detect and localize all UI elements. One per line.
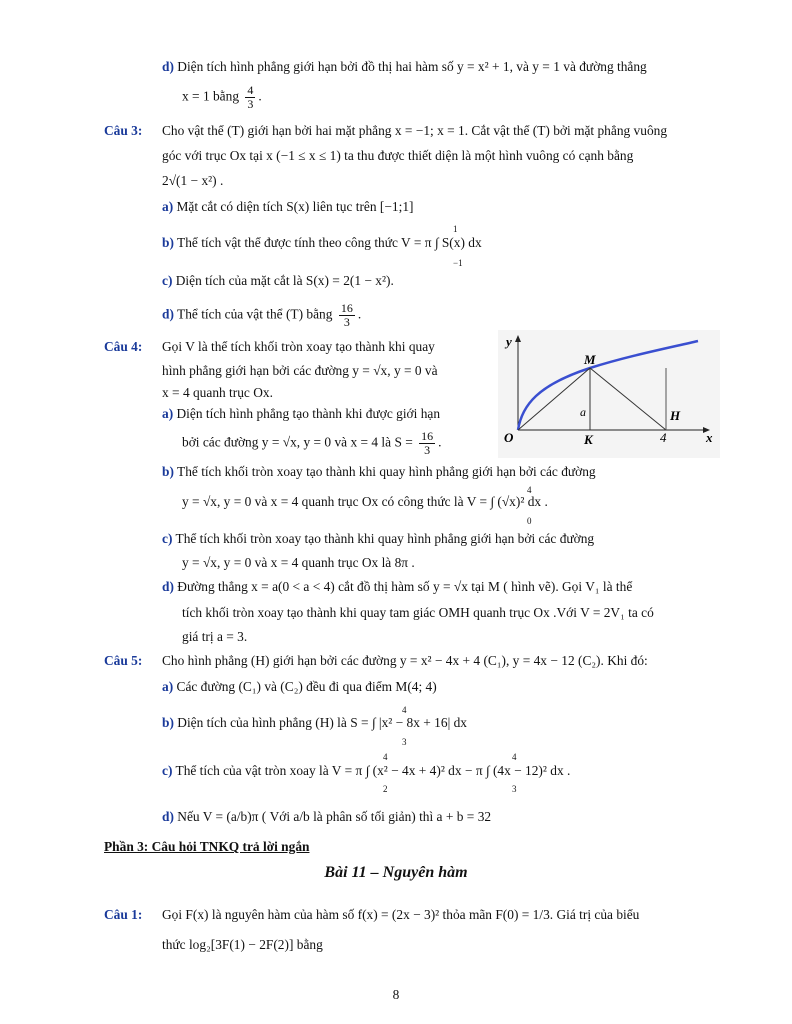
question-text: x = 4 quanh trục Ox. (162, 385, 273, 400)
question-text: góc với trục Ox tại x (−1 ≤ x ≤ 1) ta thu được thiết diện là một hình vuông có cạnh bằng (162, 148, 634, 163)
question-text: Gọi F(x) là nguyên hàm của hàm số f(x) = (2x − 3)² thỏa mãn F(0) = 1/3. Giá trị của biểu (162, 907, 640, 922)
option-text: bởi các đường y = √x, y = 0 và x = 4 là S = (182, 434, 413, 450)
option-label: b) (162, 464, 174, 479)
integral-upper: 4 (527, 485, 532, 495)
option-label: a) (162, 199, 174, 214)
option-d (162, 578, 722, 596)
option-b (162, 234, 482, 252)
integral-upper: 4 (402, 705, 407, 715)
fraction-numerator: 16 (421, 429, 434, 443)
option-text: Thể tích khối tròn xoay tạo thành khi quay hình phẳng giới hạn bởi các đường (175, 531, 595, 546)
question-text: 2√(1 − x²) . (162, 173, 224, 188)
fraction-denominator: 3 (343, 315, 350, 329)
option-text: Thể tích của vật tròn xoay là V = π ∫ (x² − 4x + 4)² dx − π ∫ (4x − 12)² dx . (175, 763, 571, 778)
option-text: Mặt cắt có diện tích S(x) liên tục trên [−1;1] (176, 199, 414, 214)
option-text: Thể tích của vật thể (T) bằng (177, 306, 333, 322)
option-label: d) (162, 809, 174, 824)
question-text: Cho vật thể (T) giới hạn bởi hai mặt phẳng x = −1; x = 1. Cắt vật thể (T) bởi mặt phẳng vuông (162, 123, 668, 138)
option-d: d) Thể tích của vật thể (T) bằng $\frac{16}{3}$ . (162, 301, 362, 329)
integral-upper: 1 (453, 224, 458, 234)
option-text: Diện tích hình phẳng tạo thành khi được giới hạn (176, 406, 441, 421)
option-text: x = 1 bằng (182, 88, 240, 104)
fraction-denominator: 3 (424, 443, 431, 457)
point-k-label: K (584, 432, 593, 447)
option-a (162, 678, 437, 696)
option-b-line2: y = √x, y = 0 và x = 4 quanh trục Ox có công thức là V = ∫ (√x)² dx . (182, 494, 548, 509)
x-axis-label: x (706, 430, 713, 445)
option-text: Các đường (C₁) và (C₂) đều đi qua điểm M(4; 4) (176, 679, 437, 694)
option-d (162, 808, 491, 826)
origin-label: O (504, 430, 514, 445)
option-c (162, 762, 570, 780)
option-label: a) (162, 406, 174, 421)
question-number: Câu 4: (104, 339, 143, 354)
option-a (162, 405, 482, 423)
option-text: Thể tích khối tròn xoay tạo thành khi quay hình phẳng giới hạn bởi các đường (177, 464, 596, 479)
option-label: d) (162, 579, 174, 594)
question-text: hình phẳng giới hạn bởi các đường y = √x, y = 0 và (162, 363, 438, 378)
question-number: Câu 5: (104, 653, 143, 668)
option-text: Thể tích vật thể được tính theo công thức V = π ∫ S(x) dx (177, 235, 482, 250)
page-number: 8 (392, 987, 400, 1002)
option-text: Diện tích của mặt cắt là S(x) = 2(1 − x²). (175, 273, 394, 288)
point-m-label: M (584, 352, 596, 367)
option-c-line2: y = √x, y = 0 và x = 4 quanh trục Ox là 8π . (182, 555, 415, 570)
option-d-line2: tích khối tròn xoay tạo thành khi quay tam giác OMH quanh trục Ox .Với V = 2V₁ ta có (182, 605, 654, 620)
question-text: Gọi V là thể tích khối tròn xoay tạo thành khi quay (162, 339, 435, 354)
option-a (162, 198, 414, 216)
option-b (162, 463, 722, 481)
question-number: Câu 1: (104, 907, 143, 922)
option-c (162, 530, 722, 548)
option-label: b) (162, 715, 174, 730)
option-text: Diện tích của hình phẳng (H) là S = ∫ |x² − 8x + 16| dx (177, 715, 467, 730)
lesson-title: Bài 11 – Nguyên hàm (324, 864, 468, 881)
segment-a-label: a (580, 405, 586, 419)
fraction-numerator: 16 (340, 301, 353, 315)
integral-upper: 4 (383, 752, 388, 762)
option-a-line2: bởi các đường y = √x, y = 0 và x = 4 là S = $\frac{16}{3}$ . (182, 429, 442, 457)
option-label: d) (162, 59, 174, 74)
integral-lower: −1 (453, 258, 463, 268)
sqrt-graph (498, 330, 720, 458)
option-label: c) (162, 531, 173, 546)
section-heading: Phần 3: Câu hỏi TNKQ trả lời ngắn (104, 839, 310, 854)
integral-upper: 4 (512, 752, 517, 762)
tick-4-label: 4 (660, 430, 667, 445)
fraction (339, 302, 355, 329)
option-text: Nếu V = (a/b)π ( Với a/b là phân số tối giản) thì a + b = 32 (177, 809, 492, 824)
fraction-numerator: 4 (247, 83, 254, 97)
fraction-denominator: 3 (247, 97, 254, 111)
fraction (245, 84, 255, 111)
point-h-label: H (670, 408, 681, 423)
option-b (162, 714, 467, 732)
option-c (162, 272, 394, 290)
fraction (419, 430, 435, 457)
option-label: d) (162, 306, 174, 322)
integral-lower: 3 (512, 784, 517, 794)
q2-option-d-line2: x = 1 bằng $\frac{4}{3}$ . (182, 83, 262, 111)
y-axis-label: y (506, 334, 512, 349)
option-label: b) (162, 235, 174, 250)
question-text: thức log₂[3F(1) − 2F(2)] bằng (162, 937, 323, 952)
option-text: Đường thẳng x = a(0 < a < 4) cắt đồ thị hàm số y = √x tại M ( hình vẽ). Gọi V₁ là thể (177, 579, 633, 594)
integral-lower: 2 (383, 784, 388, 794)
option-label: a) (162, 679, 174, 694)
question-number: Câu 3: (104, 123, 143, 138)
option-label: c) (162, 273, 173, 288)
question-text: Cho hình phẳng (H) giới hạn bởi các đường y = x² − 4x + 4 (C₁), y = 4x − 12 (C₂). Khi đó: (162, 653, 648, 668)
option-d-line3: giá trị a = 3. (182, 629, 248, 644)
integral-lower: 3 (402, 737, 407, 747)
q2-option-d (162, 58, 722, 76)
integral-lower: 0 (527, 516, 532, 526)
option-label: c) (162, 763, 173, 778)
option-text: Diện tích hình phẳng giới hạn bởi đồ thị hai hàm số y = x² + 1, và y = 1 và đường thẳng (177, 59, 647, 74)
